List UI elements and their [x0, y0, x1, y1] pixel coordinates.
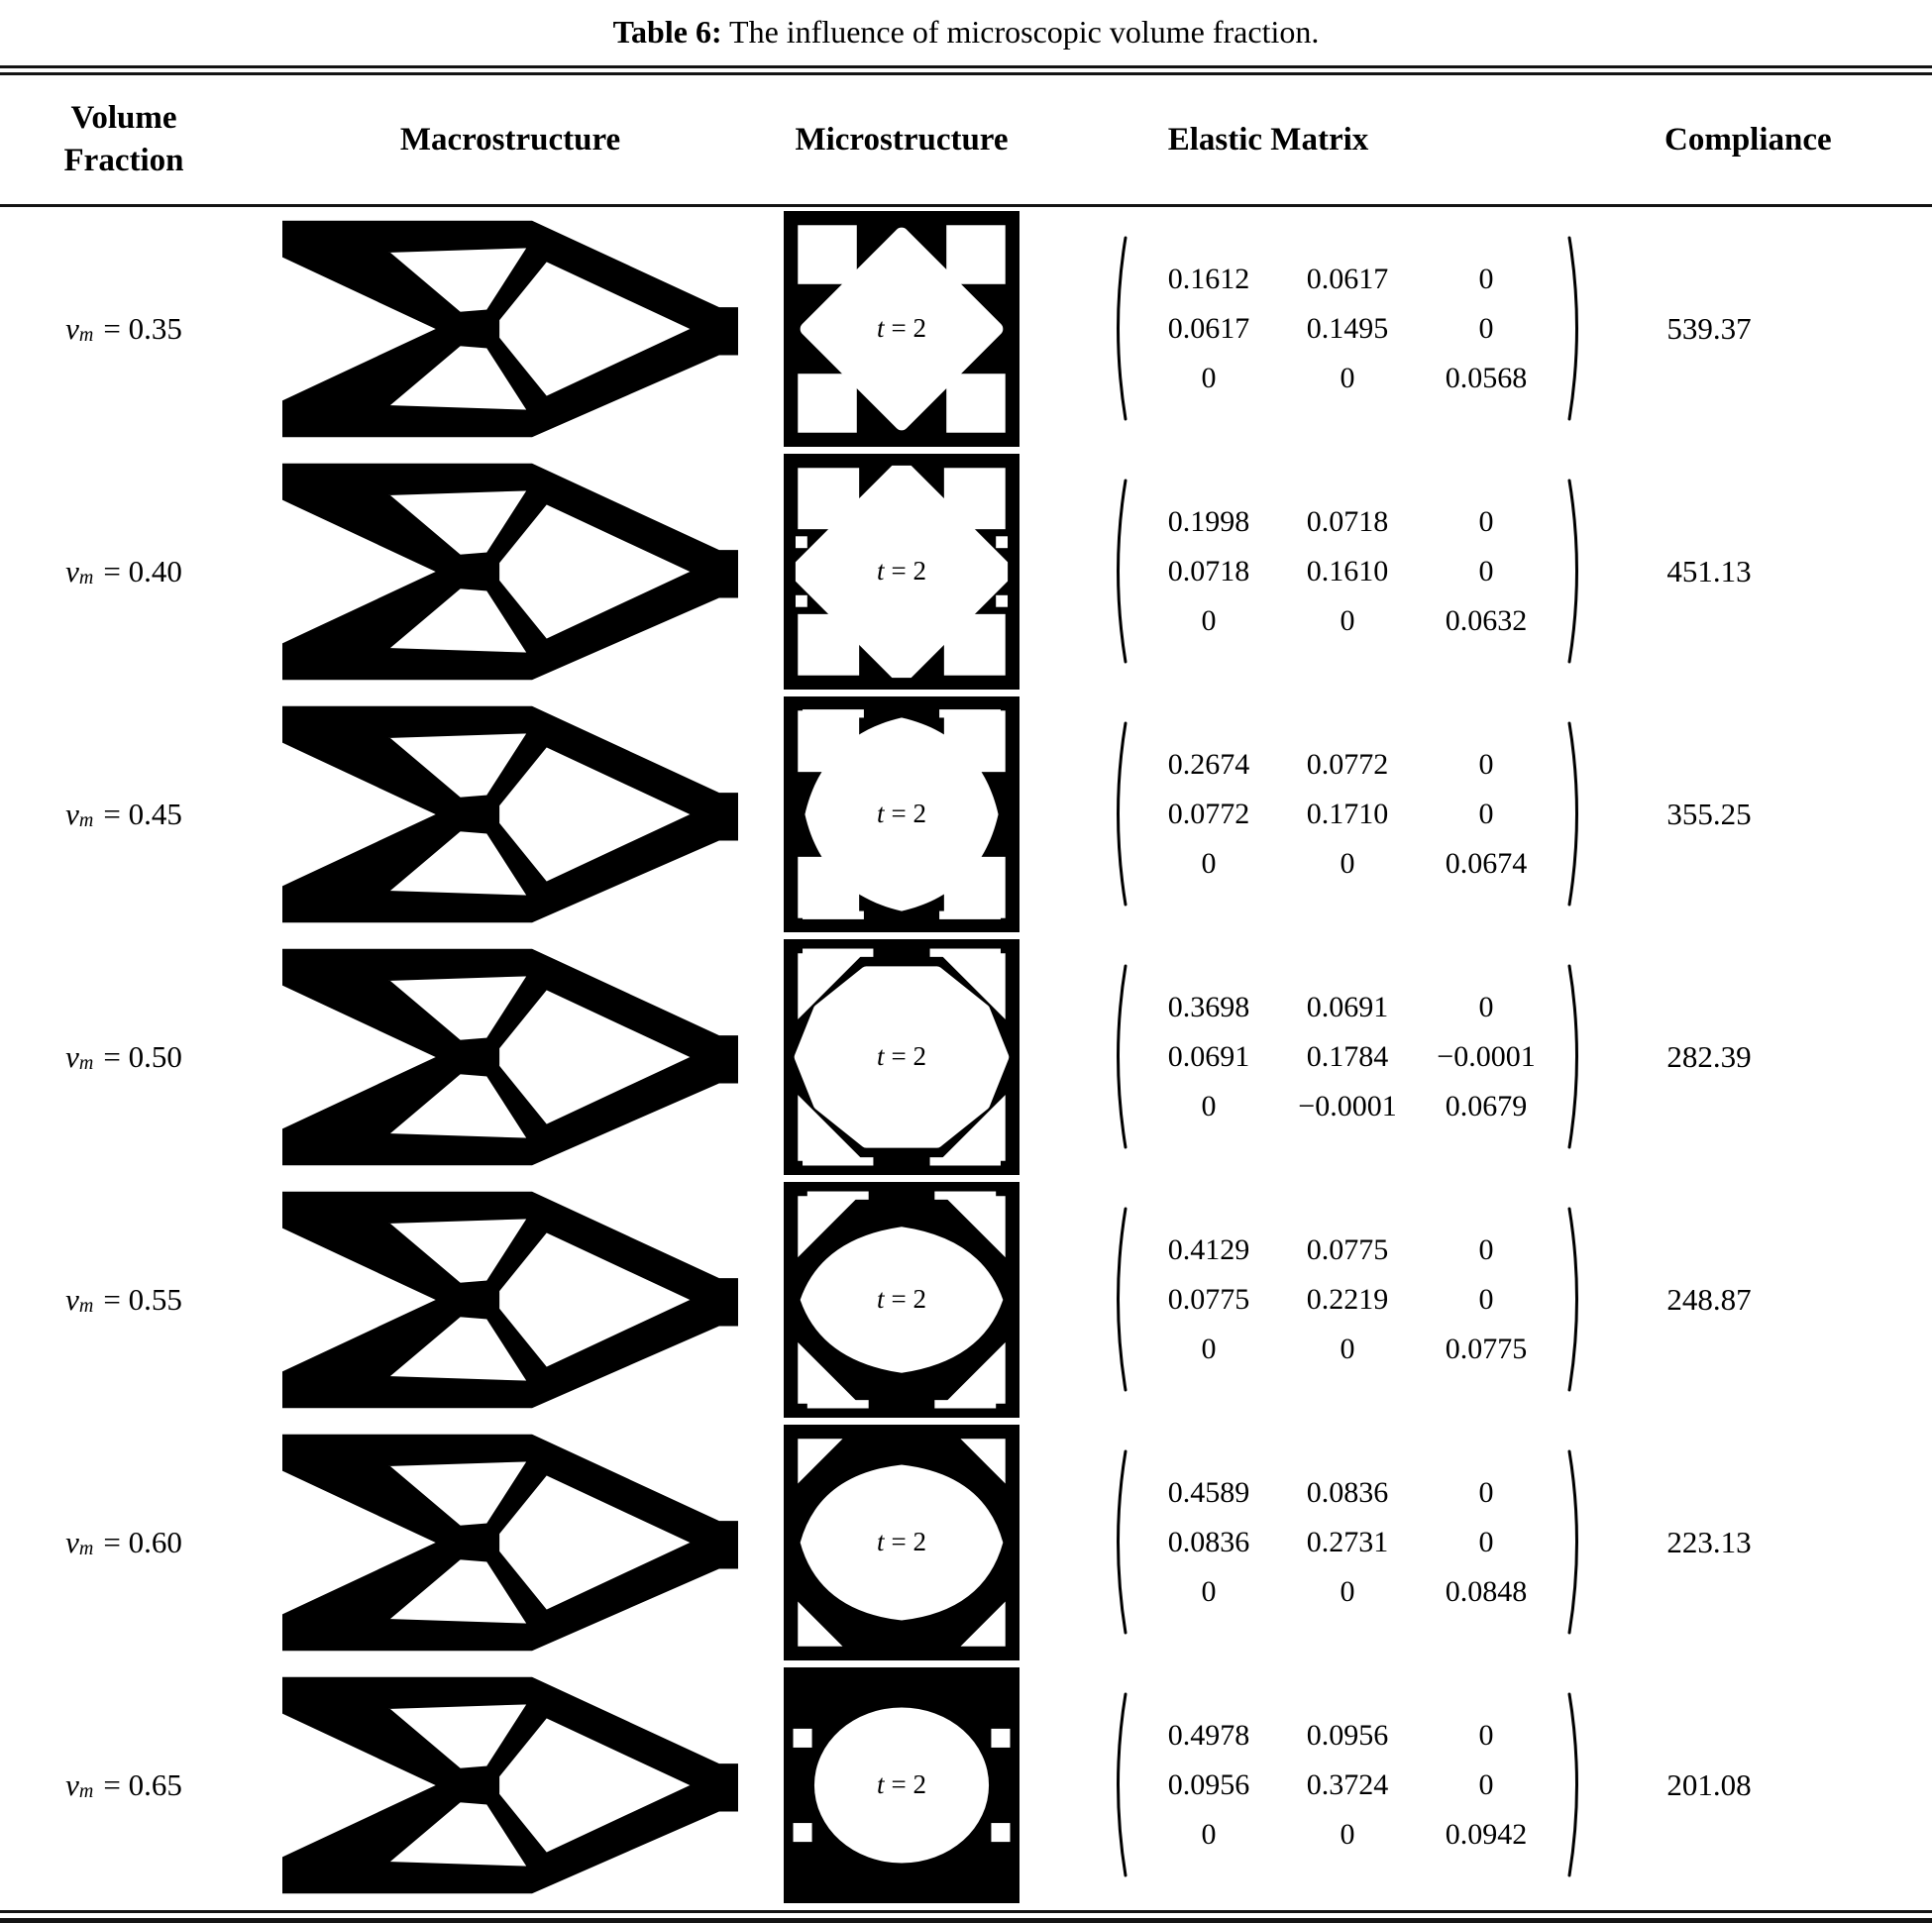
matrix-cell: 0.0772	[1306, 747, 1389, 781]
compliance-cell	[1664, 1282, 1932, 1318]
microstructure-label	[784, 1667, 1020, 1903]
matrix-cell: 0.0772	[1167, 797, 1250, 830]
macrostructure-cell	[248, 458, 773, 686]
matrix-cell: 0	[1340, 846, 1355, 880]
t-symbol: t	[877, 556, 885, 586]
vm-value: = 0.40	[103, 553, 182, 588]
microstructure-image	[784, 939, 1020, 1175]
macrostructure-cell	[248, 215, 773, 443]
microstructure-label	[784, 454, 1020, 690]
table-row	[0, 1421, 1932, 1663]
bottom-edge-rule	[0, 1918, 1932, 1923]
microstructure-image	[784, 696, 1020, 932]
t-value: = 2	[891, 313, 926, 343]
t-symbol: t	[877, 313, 885, 343]
matrix-cell: 0.1784	[1306, 1039, 1389, 1073]
volume-fraction-cell	[0, 311, 248, 347]
matrix-cell: 0.3724	[1306, 1767, 1389, 1801]
header-microstructure: Microstructure	[795, 121, 1009, 158]
compliance-value: 539.37	[1666, 310, 1752, 346]
matrix-cell: 0.0836	[1167, 1525, 1250, 1558]
t-value: = 2	[891, 556, 926, 586]
matrix-cell: 0.0848	[1445, 1574, 1528, 1608]
macrostructure-cell	[248, 700, 773, 928]
vm-symbol: v	[65, 553, 79, 588]
vm-subscript: m	[78, 1052, 94, 1074]
elastic-matrix-values	[1145, 1718, 1550, 1851]
vm-symbol: v	[65, 1766, 79, 1802]
matrix-cell: 0	[1201, 846, 1217, 880]
matrix-cell: 0	[1340, 1332, 1355, 1365]
right-paren	[1565, 717, 1587, 910]
microstructure-image	[784, 211, 1020, 447]
compliance-value: 355.25	[1666, 796, 1752, 831]
table-body	[0, 207, 1932, 1906]
vm-value: = 0.65	[103, 1766, 182, 1802]
macrostructure-cell	[248, 1186, 773, 1414]
elastic-matrix-cell	[1030, 1203, 1664, 1396]
microstructure-cell	[773, 454, 1030, 690]
matrix-cell: 0	[1478, 797, 1494, 830]
macrostructure-image	[282, 1671, 738, 1899]
volume-fraction-cell	[0, 1525, 248, 1560]
matrix-cell: 0.0691	[1167, 1039, 1250, 1073]
matrix-cell: 0.1610	[1306, 554, 1389, 588]
matrix-cell: 0.0674	[1445, 846, 1528, 880]
t-value: = 2	[891, 1527, 926, 1556]
matrix-cell: 0.2674	[1167, 747, 1250, 781]
left-paren	[1108, 1688, 1129, 1881]
matrix-cell: 0	[1478, 554, 1494, 588]
left-paren	[1108, 960, 1129, 1153]
table-row	[0, 935, 1932, 1178]
elastic-matrix-values	[1145, 1232, 1550, 1365]
matrix-cell: 0	[1478, 504, 1494, 538]
matrix-cell: 0.4589	[1167, 1475, 1250, 1509]
elastic-matrix-values	[1145, 1475, 1550, 1608]
matrix-cell: 0	[1201, 361, 1217, 394]
matrix-cell: 0	[1478, 747, 1494, 781]
matrix-cell: 0	[1478, 1767, 1494, 1801]
t-value: = 2	[891, 1041, 926, 1071]
matrix-cell: 0.0775	[1445, 1332, 1528, 1365]
vm-value: = 0.50	[103, 1038, 182, 1074]
macrostructure-cell	[248, 1429, 773, 1656]
compliance-cell	[1664, 1039, 1932, 1075]
table-row	[0, 1663, 1932, 1906]
vm-subscript: m	[78, 324, 94, 346]
microstructure-label	[784, 939, 1020, 1175]
header-macrostructure: Macrostructure	[399, 121, 621, 158]
t-symbol: t	[877, 799, 885, 828]
table-caption-text: The influence of microscopic volume fraction.	[721, 14, 1320, 50]
t-symbol: t	[877, 1284, 885, 1314]
matrix-cell: 0.4978	[1167, 1718, 1250, 1752]
elastic-matrix-values	[1145, 990, 1550, 1122]
matrix-cell: 0	[1478, 311, 1494, 345]
table-header-row	[0, 75, 1932, 204]
matrix-cell: 0.0632	[1445, 603, 1528, 637]
matrix-cell: 0.1710	[1306, 797, 1389, 830]
volume-fraction-cell	[0, 1282, 248, 1318]
vm-value: = 0.45	[103, 796, 182, 831]
macrostructure-image	[282, 1186, 738, 1414]
elastic-matrix-cell	[1030, 1445, 1664, 1639]
compliance-cell	[1664, 797, 1932, 832]
header-volume-fraction: Volume Fraction	[63, 100, 184, 178]
matrix-cell: 0	[1340, 603, 1355, 637]
vm-subscript: m	[78, 1780, 94, 1802]
microstructure-image	[784, 454, 1020, 690]
elastic-matrix-cell	[1030, 717, 1664, 910]
right-paren	[1565, 1203, 1587, 1396]
vm-subscript: m	[78, 1538, 94, 1559]
matrix-cell: 0	[1478, 1525, 1494, 1558]
compliance-cell	[1664, 1767, 1932, 1803]
microstructure-cell	[773, 696, 1030, 932]
left-paren	[1108, 1445, 1129, 1639]
top-rule	[0, 65, 1932, 75]
elastic-matrix-values	[1145, 262, 1550, 394]
macrostructure-image	[282, 1429, 738, 1656]
volume-fraction-cell	[0, 1767, 248, 1803]
compliance-value: 223.13	[1666, 1524, 1752, 1559]
matrix-cell: 0	[1340, 1817, 1355, 1851]
table-row	[0, 1178, 1932, 1421]
macrostructure-cell	[248, 1671, 773, 1899]
matrix-cell: 0	[1478, 1282, 1494, 1316]
matrix-cell: 0.0718	[1167, 554, 1250, 588]
matrix-cell: 0.0568	[1445, 361, 1528, 394]
matrix-cell: 0	[1201, 1817, 1217, 1851]
macrostructure-image	[282, 700, 738, 928]
microstructure-cell	[773, 1182, 1030, 1418]
table-caption-number: Table 6:	[612, 14, 722, 50]
matrix-cell: 0	[1201, 1574, 1217, 1608]
matrix-cell: 0	[1478, 1232, 1494, 1266]
volume-fraction-cell	[0, 554, 248, 589]
matrix-cell: 0.4129	[1167, 1232, 1250, 1266]
t-value: = 2	[891, 1284, 926, 1314]
right-paren	[1565, 475, 1587, 668]
microstructure-image	[784, 1182, 1020, 1418]
microstructure-label	[784, 696, 1020, 932]
header-elastic-matrix: Elastic Matrix	[1167, 121, 1369, 158]
microstructure-cell	[773, 1425, 1030, 1660]
t-symbol: t	[877, 1041, 885, 1071]
right-paren	[1565, 1688, 1587, 1881]
matrix-cell: 0	[1478, 262, 1494, 295]
left-paren	[1108, 717, 1129, 910]
matrix-cell: −0.0001	[1298, 1089, 1397, 1122]
table-caption	[0, 0, 1932, 52]
compliance-value: 201.08	[1666, 1766, 1752, 1802]
elastic-matrix-cell	[1030, 960, 1664, 1153]
vm-symbol: v	[65, 1038, 79, 1074]
elastic-matrix-cell	[1030, 475, 1664, 668]
right-paren	[1565, 960, 1587, 1153]
macrostructure-cell	[248, 943, 773, 1171]
compliance-cell	[1664, 311, 1932, 347]
header-compliance: Compliance	[1664, 121, 1832, 158]
compliance-value: 451.13	[1666, 553, 1752, 588]
matrix-cell: 0.0775	[1167, 1282, 1250, 1316]
matrix-cell: −0.0001	[1437, 1039, 1536, 1073]
macrostructure-image	[282, 943, 738, 1171]
t-symbol: t	[877, 1527, 885, 1556]
microstructure-cell	[773, 1667, 1030, 1903]
matrix-cell: 0.0956	[1167, 1767, 1250, 1801]
volume-fraction-cell	[0, 797, 248, 832]
matrix-cell: 0.1495	[1306, 311, 1389, 345]
matrix-cell: 0.0718	[1306, 504, 1389, 538]
matrix-cell: 0.0691	[1306, 990, 1389, 1023]
matrix-cell: 0.3698	[1167, 990, 1250, 1023]
compliance-value: 248.87	[1666, 1281, 1752, 1317]
compliance-cell	[1664, 554, 1932, 589]
elastic-matrix-cell	[1030, 232, 1664, 425]
table-row	[0, 693, 1932, 935]
t-value: = 2	[891, 1769, 926, 1799]
matrix-cell: 0.1998	[1167, 504, 1250, 538]
microstructure-label	[784, 1425, 1020, 1660]
vm-subscript: m	[78, 809, 94, 831]
matrix-cell: 0	[1340, 1574, 1355, 1608]
elastic-matrix-values	[1145, 504, 1550, 637]
matrix-cell: 0	[1201, 603, 1217, 637]
right-paren	[1565, 232, 1587, 425]
matrix-cell: 0	[1340, 361, 1355, 394]
vm-symbol: v	[65, 1281, 79, 1317]
matrix-cell: 0.0956	[1306, 1718, 1389, 1752]
vm-symbol: v	[65, 1524, 79, 1559]
microstructure-label	[784, 1182, 1020, 1418]
t-value: = 2	[891, 799, 926, 828]
vm-subscript: m	[78, 1295, 94, 1317]
vm-value: = 0.60	[103, 1524, 182, 1559]
table-row	[0, 207, 1932, 450]
matrix-cell: 0.1612	[1167, 262, 1250, 295]
compliance-value: 282.39	[1666, 1038, 1752, 1074]
microstructure-cell	[773, 211, 1030, 447]
matrix-cell: 0	[1201, 1089, 1217, 1122]
table-row	[0, 450, 1932, 693]
left-paren	[1108, 232, 1129, 425]
elastic-matrix-cell	[1030, 1688, 1664, 1881]
vm-symbol: v	[65, 796, 79, 831]
vm-symbol: v	[65, 310, 79, 346]
matrix-cell: 0.0617	[1167, 311, 1250, 345]
vm-subscript: m	[78, 567, 94, 588]
t-symbol: t	[877, 1769, 885, 1799]
left-paren	[1108, 1203, 1129, 1396]
matrix-cell: 0	[1478, 1718, 1494, 1752]
matrix-cell: 0	[1478, 1475, 1494, 1509]
macrostructure-image	[282, 458, 738, 686]
left-paren	[1108, 475, 1129, 668]
microstructure-image	[784, 1667, 1020, 1903]
matrix-cell: 0.0942	[1445, 1817, 1528, 1851]
matrix-cell: 0.0836	[1306, 1475, 1389, 1509]
volume-fraction-cell	[0, 1039, 248, 1075]
matrix-cell: 0	[1201, 1332, 1217, 1365]
microstructure-label	[784, 211, 1020, 447]
matrix-cell: 0.2731	[1306, 1525, 1389, 1558]
matrix-cell: 0	[1478, 990, 1494, 1023]
microstructure-image	[784, 1425, 1020, 1660]
matrix-cell: 0.0679	[1445, 1089, 1528, 1122]
right-paren	[1565, 1445, 1587, 1639]
macrostructure-image	[282, 215, 738, 443]
matrix-cell: 0.0617	[1306, 262, 1389, 295]
compliance-cell	[1664, 1525, 1932, 1560]
vm-value: = 0.55	[103, 1281, 182, 1317]
matrix-cell: 0.2219	[1306, 1282, 1389, 1316]
bottom-rule	[0, 1910, 1932, 1913]
matrix-cell: 0.0775	[1306, 1232, 1389, 1266]
microstructure-cell	[773, 939, 1030, 1175]
elastic-matrix-values	[1145, 747, 1550, 880]
vm-value: = 0.35	[103, 310, 182, 346]
